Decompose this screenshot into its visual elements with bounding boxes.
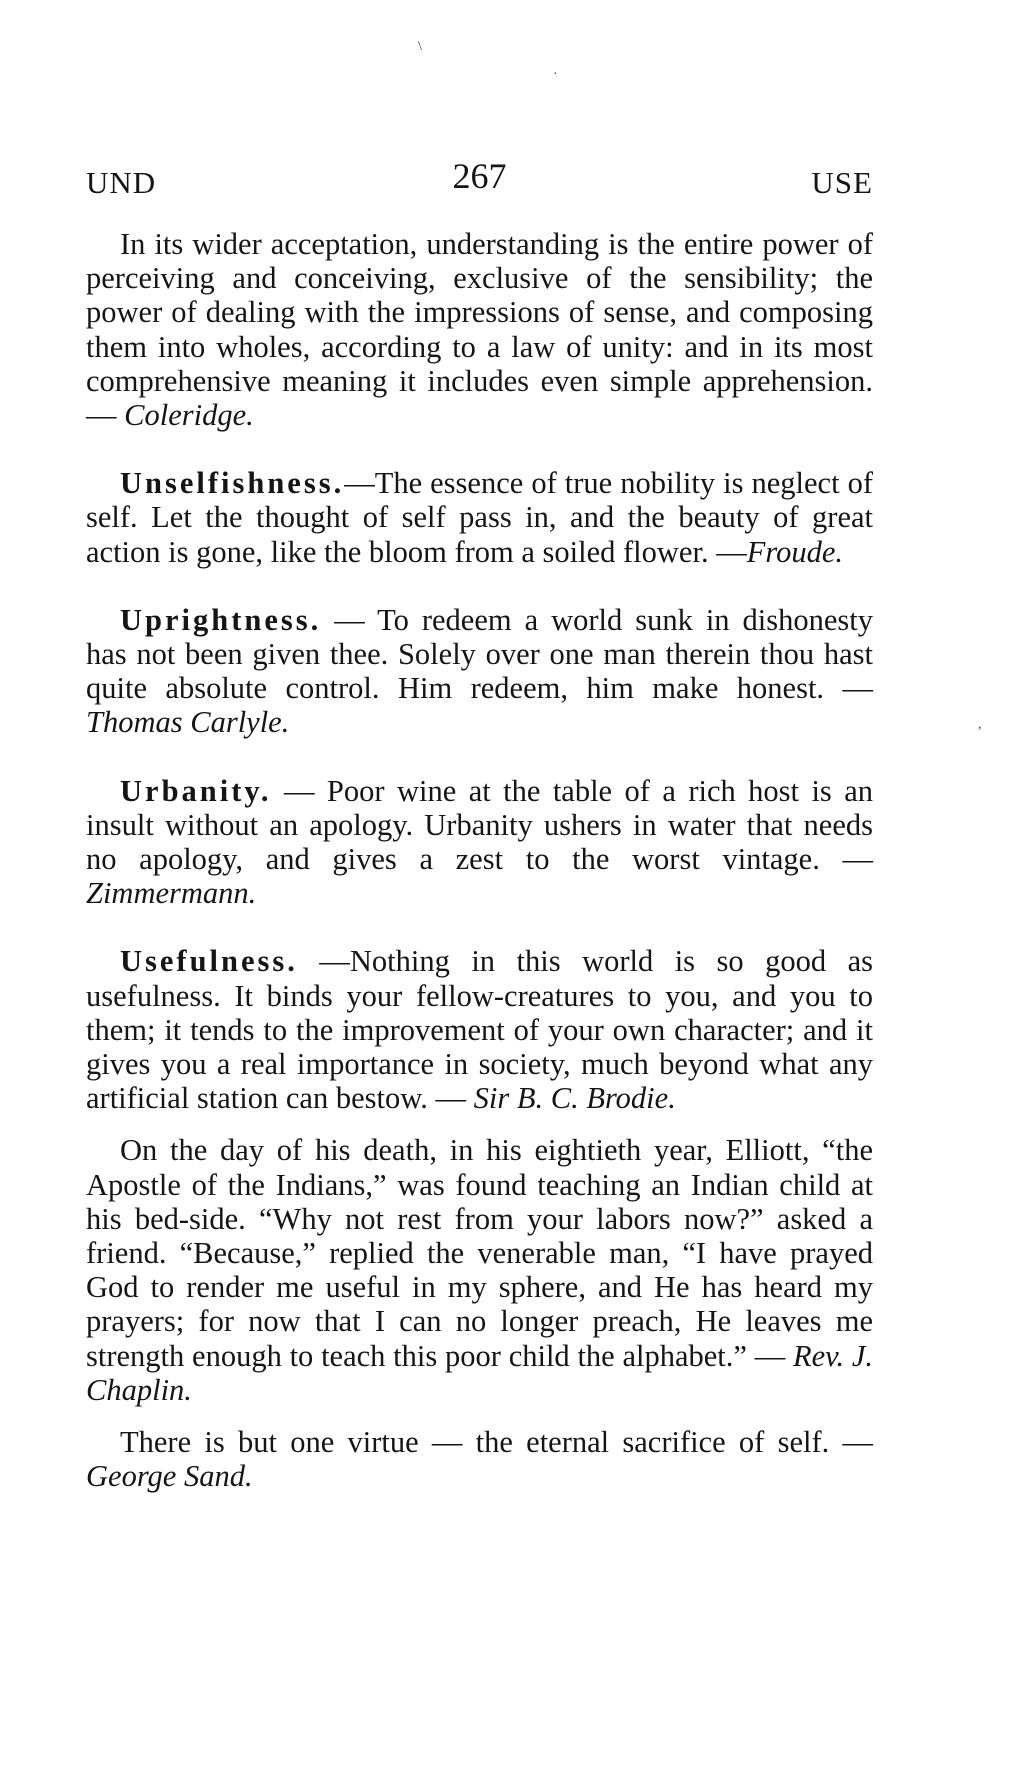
header-left-guideword: UND: [86, 165, 157, 200]
entry-author: George Sand.: [86, 1459, 253, 1494]
entry-text: In its wider acceptation, understanding is the entire power of perceiving and conceiving, exclusive of the sensibility; the power of dealing with the impressions of sense, and composing them into wholes, according to a law of unity: and in its most comprehensive meaning it includes even simple apprehension. —: [86, 227, 873, 433]
scan-speck: ,: [978, 717, 982, 732]
entry-author: Zimmermann.: [86, 876, 257, 911]
page-body: [86, 227, 873, 1494]
entry-headword: Unselfishness.: [120, 466, 345, 501]
quotation-entry: [86, 944, 873, 1115]
quotation-entry: [86, 1425, 873, 1493]
entry-author: Coleridge.: [124, 398, 254, 433]
quotation-entry: [86, 227, 873, 432]
page-number: 267: [452, 156, 507, 196]
header-right-guideword: USE: [811, 165, 873, 200]
entry-headword: Usefulness.: [120, 944, 298, 979]
entry-headword: Urbanity.: [120, 773, 272, 808]
entry-text: —The essence of true nobility is neglect of self. Let the thought of self pass in, and the beauty of great action is gone, like the bloom from a soiled flower. —: [86, 466, 873, 569]
entry-author: Thomas Carlyle.: [86, 705, 290, 740]
quotation-entry: [86, 1133, 873, 1407]
scan-speck: \: [418, 39, 422, 54]
running-header: [86, 155, 873, 205]
entry-text: — To redeem a world sunk in dishonesty has not been given thee. Solely over one man therein thou hast quite absolute control. Him redeem, him make honest. —: [86, 602, 873, 706]
quotation-entry: [86, 603, 873, 740]
quotation-entry: [86, 466, 873, 569]
entry-text: —Nothing in this world is so good as usefulness. It binds your fellow-creatures to you, and you to them; it tends to the improvement of your own character; and it gives you a real importance in society, much beyond what any artificial station can bestow. —: [86, 944, 874, 1116]
entry-author: Rev. J. Chaplin.: [86, 1338, 873, 1407]
entry-text: — Poor wine at the table of a rich host is an insult without an apology. Urbanity ushers in water that needs no apology, and gives a zest to the worst vintage. —: [86, 773, 873, 877]
entry-text: On the day of his death, in his eightieth year, Elliott, “the Apostle of the Indians,” was found teaching an Indian child at his bed-side. “Why not rest from your labors now?” asked a friend. “Because,” replied the venerable man, “I have prayed God to render me useful in my sphere, and He has heard my prayers; for now that I can no longer preach, He leaves me strength enough to teach this poor child the alphabet.” —: [86, 1133, 873, 1373]
entry-headword: Uprightness.: [120, 602, 322, 637]
scan-speck: ·: [553, 67, 558, 82]
entry-author: Sir B. C. Brodie.: [473, 1081, 676, 1116]
entry-author: Froude.: [746, 534, 843, 569]
quotation-entry: [86, 774, 873, 911]
entry-text: There is but one virtue — the eternal sacrifice of self. —: [120, 1425, 873, 1460]
